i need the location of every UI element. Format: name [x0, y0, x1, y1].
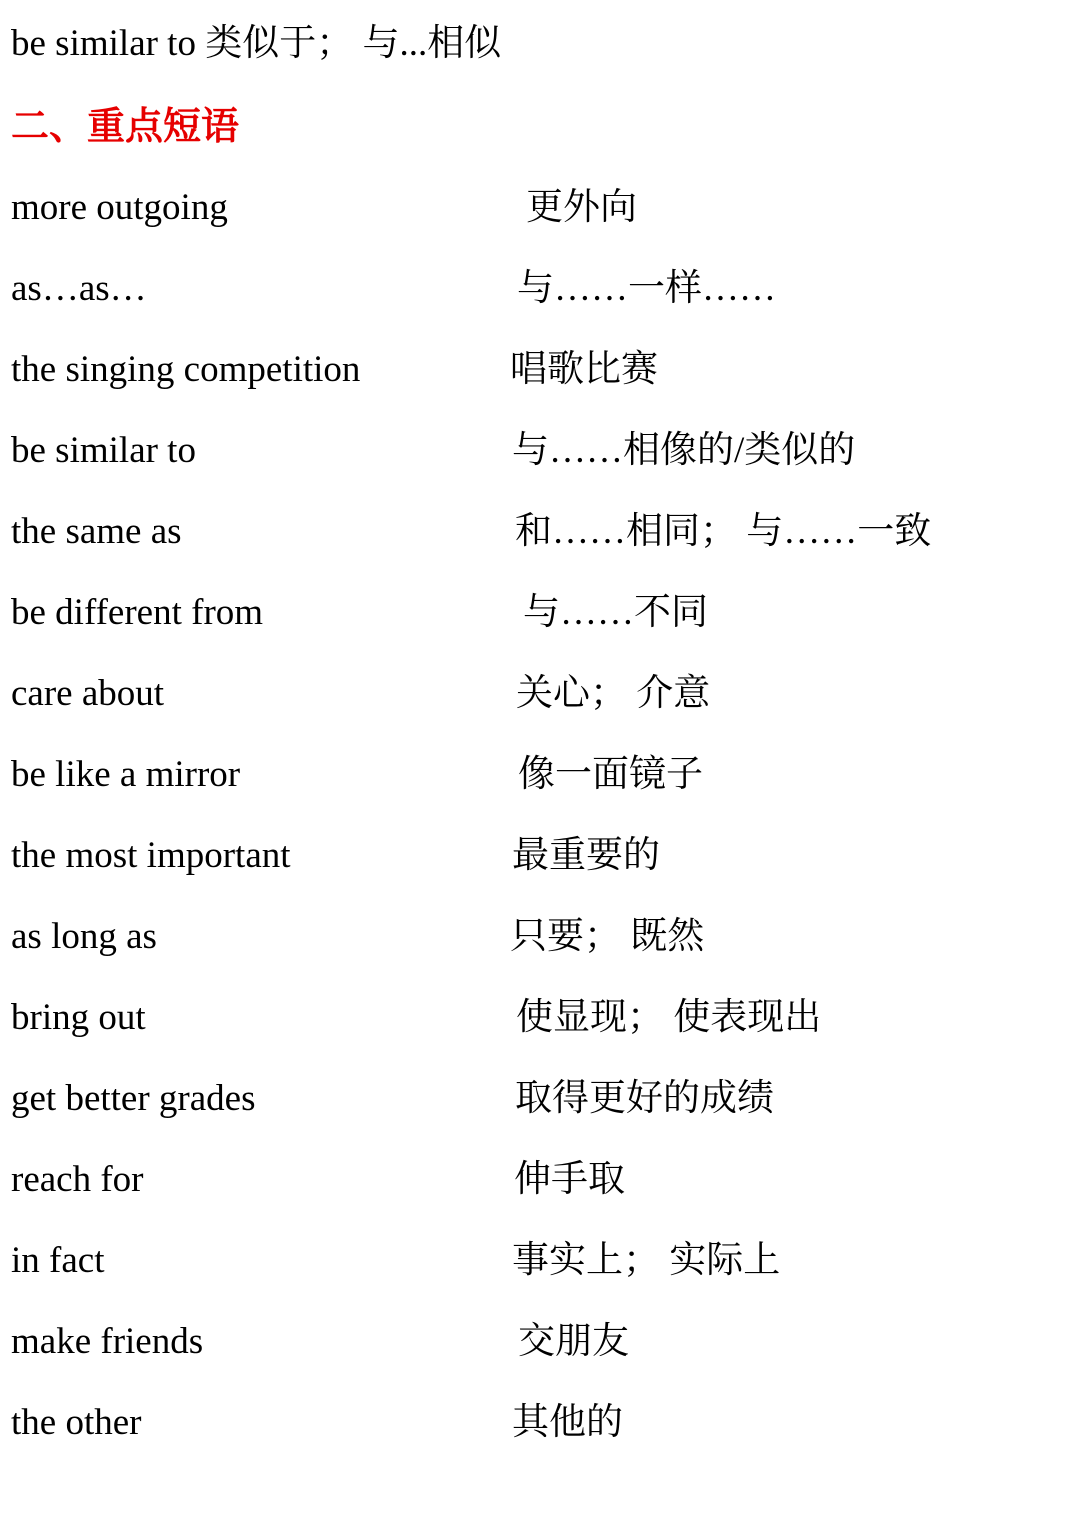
phrase-row: [0, 1231, 1080, 1291]
phrase-row: [0, 178, 1080, 238]
phrase-english: reach for: [11, 1159, 144, 1200]
phrase-chinese: 关心； 介意: [516, 673, 711, 714]
phrase-english: be different from: [11, 592, 264, 633]
phrase-chinese: 最重要的: [512, 835, 660, 876]
phrase-row: [0, 340, 1080, 400]
phrase-english: be like a mirror: [11, 754, 241, 795]
phrase-chinese: 事实上； 实际上: [512, 1240, 781, 1281]
phrase-row: [0, 1393, 1080, 1453]
phrase-english: in fact: [11, 1240, 105, 1281]
phrase-english: the other: [11, 1402, 142, 1443]
phrase-chinese: 像一面镜子: [518, 754, 703, 795]
phrase-chinese: 伸手取: [514, 1159, 625, 1200]
phrase-english: get better grades: [11, 1078, 256, 1119]
phrase-english: the same as: [11, 511, 182, 552]
phrase-row: [0, 907, 1080, 967]
section-heading: 二、重点短语: [11, 104, 240, 148]
phrase-chinese: 唱歌比赛: [510, 349, 658, 390]
phrase-row: [0, 502, 1080, 562]
phrase-chinese: 使显现； 使表现出: [516, 997, 822, 1038]
phrase-english: the singing competition: [11, 349, 361, 390]
phrase-chinese: 和……相同； 与……一致: [515, 511, 932, 552]
phrase-chinese: 与……相像的/类似的: [512, 430, 856, 471]
phrase-english: make friends: [11, 1321, 204, 1362]
phrase-english: more outgoing: [11, 187, 228, 228]
phrase-chinese: 取得更好的成绩: [515, 1078, 774, 1119]
phrase-english: care about: [11, 673, 165, 714]
phrase-row: [0, 1069, 1080, 1129]
phrase-english: as long as: [11, 916, 157, 957]
phrase-row: [0, 583, 1080, 643]
phrase-row: [0, 1312, 1080, 1372]
phrase-chinese: 与……不同: [523, 592, 708, 633]
intro-line: be similar to 类似于； 与...相似: [11, 23, 502, 64]
phrase-row: [0, 745, 1080, 805]
phrase-chinese: 其他的: [512, 1402, 623, 1443]
phrase-english: as…as…: [11, 268, 147, 309]
phrase-english: the most important: [11, 835, 291, 876]
phrase-english: bring out: [11, 997, 146, 1038]
phrase-row: [0, 988, 1080, 1048]
phrase-chinese: 更外向: [526, 187, 637, 228]
phrase-chinese: 与……一样……: [517, 268, 776, 309]
phrase-row: [0, 1150, 1080, 1210]
phrase-row: [0, 421, 1080, 481]
phrase-chinese: 交朋友: [518, 1321, 629, 1362]
phrase-row: [0, 664, 1080, 724]
phrase-chinese: 只要； 既然: [510, 916, 705, 957]
phrase-english: be similar to: [11, 430, 196, 471]
phrase-row: [0, 259, 1080, 319]
phrase-row: [0, 826, 1080, 886]
